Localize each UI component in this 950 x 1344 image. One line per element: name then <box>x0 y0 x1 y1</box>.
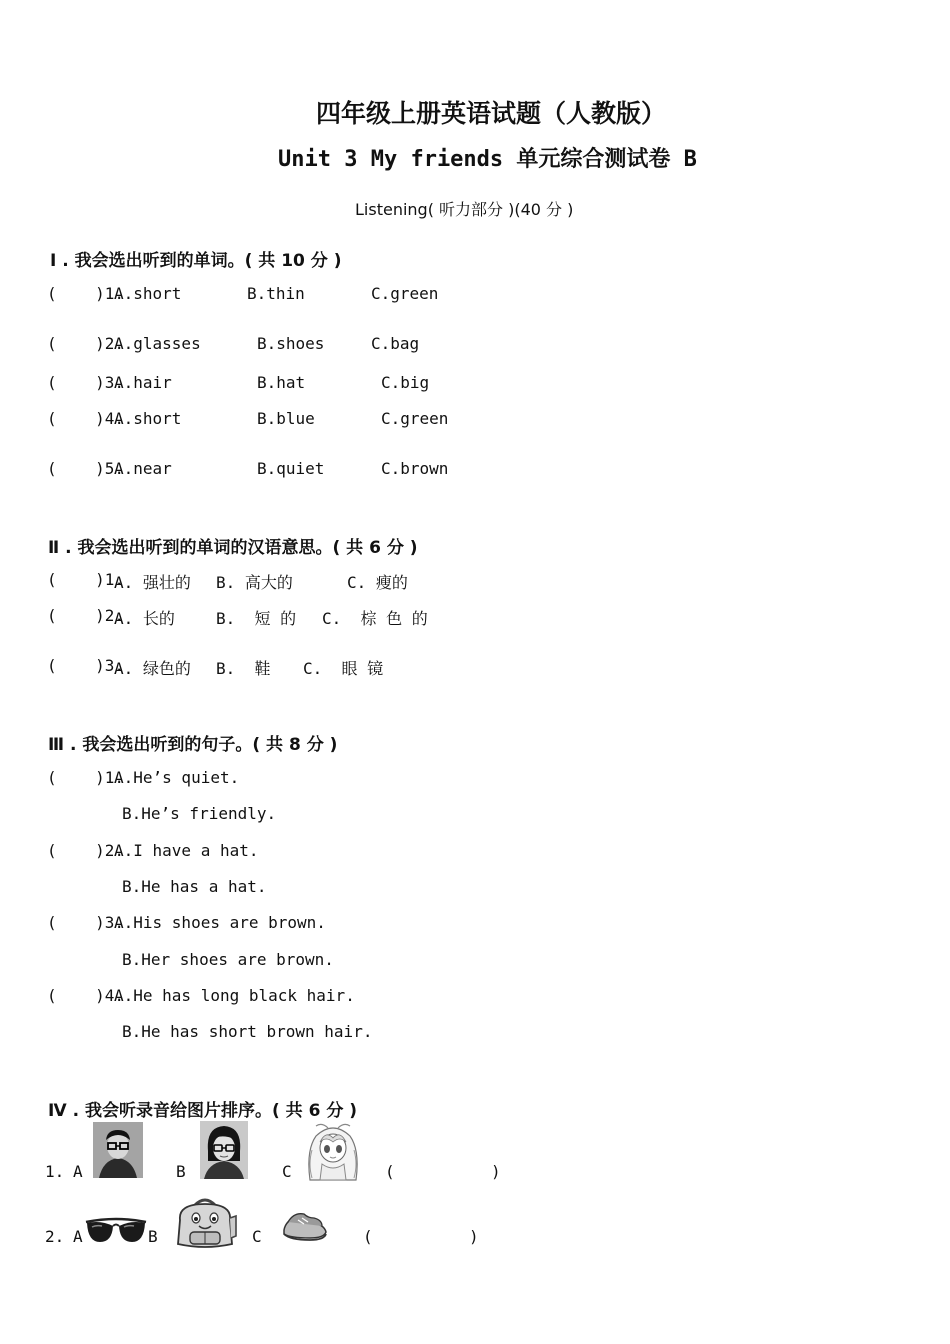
s1-q5-option-a: A.near <box>114 459 172 478</box>
s4-q2-num: 2. <box>45 1227 65 1246</box>
s2-q1-option-b: B. 高大的 <box>216 573 293 592</box>
s1-q5-option-b: B.quiet <box>257 459 325 478</box>
s3-q2-option-a: A.I have a hat. <box>114 841 259 860</box>
s1-q1-num: ( )1. <box>47 284 125 303</box>
s3-q4-option-a: A.He has long black hair. <box>114 986 355 1005</box>
s3-q3-option-b: B.Her shoes are brown. <box>122 950 334 969</box>
boy-with-glasses-photo <box>93 1122 143 1178</box>
s4-q1-label-a: A <box>73 1162 83 1181</box>
s4-q1-label-c: C <box>282 1162 292 1181</box>
s3-q2-option-b: B.He has a hat. <box>122 877 267 896</box>
page-title: 四年级上册英语试题（人教版） <box>316 99 667 128</box>
s1-q2-option-b: B.shoes <box>257 334 325 353</box>
page-subtitle: Unit 3 My friends 单元综合测试卷 B <box>278 147 697 172</box>
s1-q5-option-c: C.brown <box>381 459 449 478</box>
schoolbag-icon <box>172 1196 238 1250</box>
section-3-heading: Ⅲ . 我会选出听到的句子。( 共 8 分 ) <box>48 735 338 755</box>
s3-q1-option-b: B.He’s friendly. <box>122 804 277 823</box>
s1-q1-option-a: A.short <box>114 284 182 303</box>
s3-q4-num: ( )4. <box>47 986 125 1005</box>
s1-q3-option-b: B.hat <box>257 373 306 392</box>
s1-q2-num: ( )2. <box>47 334 125 353</box>
listening-header: Listening( 听力部分 )(40 分 ) <box>355 200 574 219</box>
s2-q3-num: ( )3. <box>47 656 125 675</box>
s1-q4-option-b: B.blue <box>257 409 315 428</box>
s4-q2-label-a: A <box>73 1227 83 1246</box>
s1-q4-option-c: C.green <box>381 409 449 428</box>
girl-with-glasses-photo <box>200 1121 248 1179</box>
sunglasses-icon <box>84 1214 148 1248</box>
s2-q2-option-c: C. 棕 色 的 <box>322 609 428 628</box>
section-2-heading: Ⅱ . 我会选出听到的单词的汉语意思。( 共 6 分 ) <box>48 538 418 558</box>
s2-q3-option-a: A. 绿色的 <box>114 659 191 678</box>
s4-q2-label-b: B <box>148 1227 158 1246</box>
s4-q1-label-b: B <box>176 1162 186 1181</box>
s3-q3-num: ( )3. <box>47 913 125 932</box>
s1-q2-option-a: A.glasses <box>114 334 201 353</box>
s1-q3-option-c: C.big <box>381 373 430 392</box>
s4-q2-label-c: C <box>252 1227 262 1246</box>
s2-q1-num: ( )1. <box>47 570 125 589</box>
s1-q3-num: ( )3. <box>47 373 125 392</box>
s3-q3-option-a: A.His shoes are brown. <box>114 913 326 932</box>
s4-q2-answer-blank[interactable]: ( ) <box>363 1227 479 1246</box>
s4-q1-num: 1. <box>45 1162 65 1181</box>
s1-q3-option-a: A.hair <box>114 373 172 392</box>
s2-q1-option-a: A. 强壮的 <box>114 573 191 592</box>
section-4-heading: Ⅳ . 我会听录音给图片排序。( 共 6 分 ) <box>48 1101 358 1121</box>
s3-q1-option-a: A.He’s quiet. <box>114 768 240 787</box>
s3-q4-option-b: B.He has short brown hair. <box>122 1022 373 1041</box>
s2-q3-option-c: C. 眼 镜 <box>303 659 384 678</box>
s3-q2-num: ( )2. <box>47 841 125 860</box>
s3-q1-num: ( )1. <box>47 768 125 787</box>
s1-q4-option-a: A.short <box>114 409 182 428</box>
shoes-icon <box>280 1208 330 1244</box>
s4-q1-answer-blank[interactable]: ( ) <box>385 1162 501 1181</box>
s1-q2-option-c: C.bag <box>371 334 420 353</box>
section-1-heading: Ⅰ . 我会选出听到的单词。( 共 10 分 ) <box>50 251 342 271</box>
s2-q2-option-b: B. 短 的 <box>216 609 297 628</box>
s1-q5-num: ( )5. <box>47 459 125 478</box>
s2-q3-option-b: B. 鞋 <box>216 659 271 678</box>
s1-q1-option-c: C.green <box>371 284 439 303</box>
s2-q2-option-a: A. 长的 <box>114 609 175 628</box>
anime-girl-drawing <box>300 1120 366 1182</box>
s2-q1-option-c: C. 瘦的 <box>347 573 408 592</box>
s2-q2-num: ( )2. <box>47 606 125 625</box>
s1-q4-num: ( )4. <box>47 409 125 428</box>
s1-q1-option-b: B.thin <box>247 284 305 303</box>
